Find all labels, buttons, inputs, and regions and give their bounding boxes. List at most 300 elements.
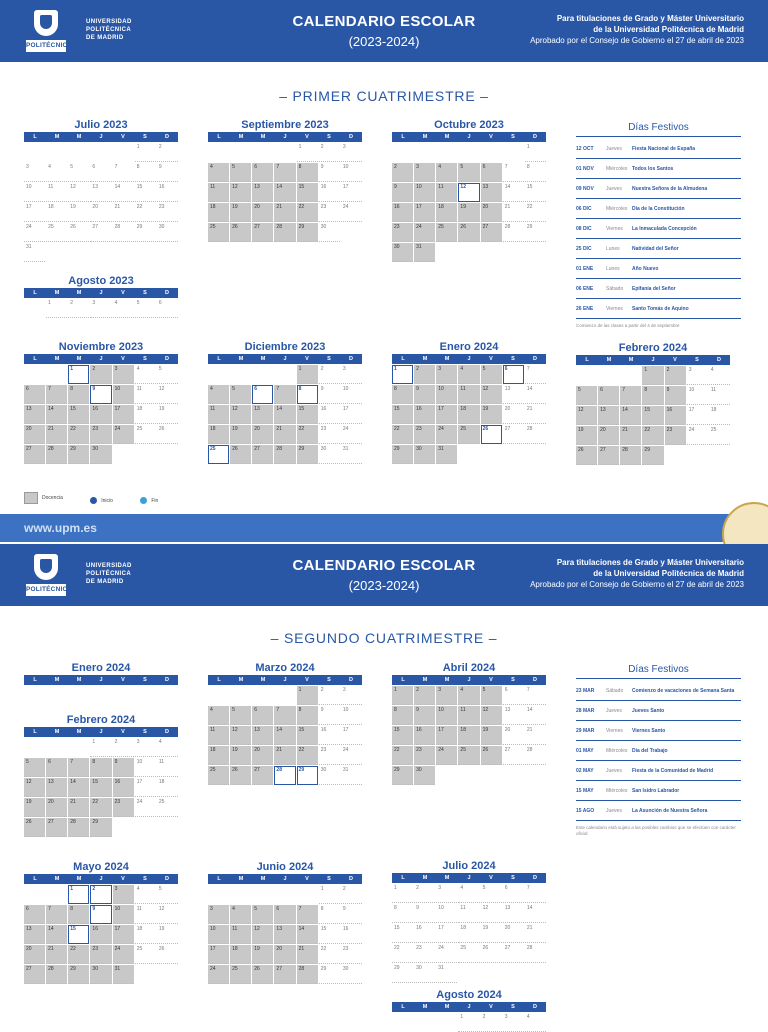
weekday-header [392,873,546,883]
day-cell: 2 [68,299,89,318]
weekday-label: M [54,876,60,882]
day-cell: 3 [24,163,45,182]
day-cell: 24 [24,223,45,242]
day-cell: 17 [113,925,134,944]
day-cell: 21 [525,726,546,745]
day-cell: 12 [230,183,251,202]
day-cell: 9 [319,385,340,404]
day-cell: 1 [46,299,67,318]
day-cell: 31 [113,965,134,984]
month-title: Enero 2024 [439,341,499,353]
day-cell: 31 [436,445,457,464]
month-title: Julio 2024 [442,860,496,872]
month-calendar [392,859,546,983]
day-cell: 10 [113,905,134,924]
day-cell: 12 [230,405,251,424]
weekday-label: J [99,356,103,362]
day-cell: 7 [620,386,641,405]
empty-cell [274,885,295,904]
day-cell: 3 [414,163,435,182]
day-cell: 26 [458,223,479,242]
empty-cell [274,686,295,705]
day-cell: 7 [68,758,89,777]
day-cell: 2 [319,143,340,162]
day-cell: 20 [598,426,619,445]
weekday-label: M [260,134,266,140]
day-cell: 11 [709,386,730,405]
day-cell: 1 [297,143,318,162]
day-cell: 20 [274,945,295,964]
day-cell: 5 [135,299,156,318]
day-cell: 27 [90,223,111,242]
weekday-label: M [422,356,428,362]
day-cell: 9 [392,183,413,202]
day-cell: 24 [113,945,134,964]
day-cell: 8 [90,758,111,777]
empty-cell [208,686,229,705]
day-cell: 4 [709,366,730,385]
weekday-label: L [217,356,221,362]
day-cell: 9 [90,905,111,924]
day-cell: 4 [525,1013,546,1032]
day-cell: 16 [665,406,686,425]
month-calendar [24,713,178,837]
day-cell: 7 [274,163,295,182]
day-cell: 2 [414,365,435,384]
day-cell: 28 [68,818,89,837]
day-cell: 8 [68,385,89,404]
weekday-label: S [695,357,699,363]
day-cell: 23 [157,203,178,222]
day-cell: 21 [274,746,295,765]
day-cell: 8 [297,385,318,404]
day-cell: 14 [113,183,134,202]
weekday-label: J [99,290,103,296]
weekday-label: L [401,356,405,362]
day-cell: 27 [252,223,273,242]
day-cell: 10 [24,183,45,202]
weekday-label: V [305,134,309,140]
day-cell: 7 [46,385,67,404]
day-cell: 11 [157,758,178,777]
website-link[interactable]: www.upm.es [24,521,97,535]
day-cell: 6 [24,385,45,404]
weekday-label: J [283,356,287,362]
day-cell: 22 [642,426,663,445]
day-cell: 21 [503,203,524,222]
weekday-label: M [54,356,60,362]
holiday-weekday: Viernes [606,225,623,232]
holiday-weekday: Jueves [606,767,622,774]
day-cell: 16 [319,405,340,424]
day-cell: 26 [481,746,502,765]
day-cell: 5 [230,385,251,404]
month-title: Noviembre 2023 [58,341,144,353]
day-cell: 17 [414,203,435,222]
weekday-header [208,354,362,364]
holiday-row [576,761,741,781]
holiday-weekday: Viernes [606,727,623,734]
day-cell: 19 [230,425,251,444]
day-cell: 17 [436,405,457,424]
holiday-row [576,179,741,199]
day-cell: 3 [436,365,457,384]
day-cell: 17 [341,405,362,424]
day-cell: 20 [503,924,524,943]
weekday-label: S [327,677,331,683]
website-bar [0,514,768,542]
weekday-label: L [33,134,37,140]
day-cell: 19 [157,925,178,944]
day-cell: 31 [436,964,457,983]
day-cell: 14 [503,183,524,202]
day-cell: 8 [525,163,546,182]
day-cell: 1 [642,366,663,385]
day-cell: 29 [297,223,318,242]
day-cell: 1 [68,365,89,384]
day-cell: 20 [252,425,273,444]
empty-cell [113,143,134,162]
day-cell: 26 [230,445,251,464]
day-cell: 29 [319,965,340,984]
day-cell: 29 [392,964,413,983]
day-cell: 3 [113,365,134,384]
weekday-label: S [143,290,147,296]
day-cell: 29 [68,445,89,464]
day-cell: 20 [90,203,111,222]
day-cell: 15 [319,925,340,944]
day-cell: 28 [46,965,67,984]
day-cell: 28 [297,965,318,984]
day-cell: 8 [392,904,413,923]
day-cell: 2 [392,163,413,182]
day-cell: 30 [414,766,435,785]
weekday-label: V [121,876,125,882]
day-cell: 29 [90,818,111,837]
page-title: CALENDARIO ESCOLAR [292,557,476,574]
day-cell: 26 [230,766,251,785]
month-title: Febrero 2024 [66,714,136,726]
weekday-label: M [444,134,450,140]
day-cell: 18 [157,778,178,797]
empty-cell [274,143,295,162]
day-cell: 6 [598,386,619,405]
day-cell: 24 [687,426,708,445]
day-cell: 26 [481,944,502,963]
day-cell: 2 [90,885,111,904]
weekday-label: M [238,677,244,683]
holiday-date: 15 MAY [576,787,594,794]
weekday-label: V [121,134,125,140]
day-cell: 13 [252,405,273,424]
weekday-label: M [260,677,266,683]
day-cell: 6 [252,706,273,725]
holiday-row [576,681,741,701]
weekday-label: J [283,876,287,882]
month-calendar [24,340,178,464]
day-cell: 20 [24,945,45,964]
day-cell: 20 [24,425,45,444]
day-cell: 20 [46,798,67,817]
day-cell: 5 [481,365,502,384]
day-cell: 13 [503,904,524,923]
day-cell: 6 [24,905,45,924]
weekday-label: S [511,134,515,140]
day-cell: 5 [481,686,502,705]
empty-cell [24,885,45,904]
day-cell: 21 [620,426,641,445]
day-cell: 14 [274,405,295,424]
day-cell: 16 [90,405,111,424]
holiday-name: Santo Tomás de Aquino [632,305,689,312]
day-cell: 23 [392,223,413,242]
day-cell: 24 [208,965,229,984]
holiday-date: 01 MAY [576,747,594,754]
holiday-date: 01 NOV [576,165,594,172]
day-cell: 3 [503,1013,524,1032]
holiday-weekday: Lunes [606,245,620,252]
weekday-label: D [349,677,353,683]
empty-cell [458,143,479,162]
holiday-date: 01 ENE [576,265,594,272]
month-calendar [24,860,178,984]
day-cell: 26 [481,425,502,444]
day-cell: 4 [135,885,156,904]
day-cell: 18 [458,924,479,943]
weekday-label: M [76,876,82,882]
day-cell: 9 [113,758,134,777]
month-calendar [24,661,178,685]
day-cell: 11 [458,706,479,725]
holidays-note: Este calendario está sujeto a las posibles cambios que se efectúen con carácter oficial [576,825,736,836]
empty-cell [576,366,597,385]
day-cell: 17 [341,183,362,202]
logo-text: POLITÉCNICA [26,584,66,596]
day-cell: 9 [665,386,686,405]
empty-cell [24,143,45,162]
month-calendar [392,340,546,464]
header-banner [0,0,768,62]
weekday-label: M [76,356,82,362]
day-cell: 29 [642,446,663,465]
weekday-label: M [238,356,244,362]
day-cell: 22 [392,746,413,765]
day-cell: 7 [113,163,134,182]
weekday-label: J [99,729,103,735]
empty-cell [252,365,273,384]
day-cell: 12 [481,904,502,923]
day-cell: 11 [436,183,457,202]
semester2-title: – SEGUNDO CUATRIMESTRE – [270,630,498,646]
holiday-row [576,721,741,741]
day-cell: 8 [135,163,156,182]
day-cell: 23 [665,426,686,445]
holiday-row [576,259,741,279]
day-cell: 5 [157,365,178,384]
day-cell: 14 [46,405,67,424]
day-cell: 30 [319,766,340,785]
day-cell: 24 [341,746,362,765]
day-cell: 11 [230,925,251,944]
day-cell: 18 [208,203,229,222]
day-cell: 12 [230,726,251,745]
month-title: Febrero 2024 [618,342,688,354]
day-cell: 13 [46,778,67,797]
weekday-header [208,874,362,884]
day-cell: 22 [297,425,318,444]
empty-cell [68,143,89,162]
holiday-name: Fiesta Nacional de España [632,145,696,152]
month-calendar [576,341,730,465]
empty-cell [24,365,45,384]
weekday-header [392,675,546,685]
day-cell: 4 [208,706,229,725]
inicio-icon [90,497,97,504]
weekday-header [392,354,546,364]
month-title: Diciembre 2023 [244,341,326,353]
weekday-header [208,675,362,685]
day-cell: 5 [481,884,502,903]
holiday-name: Año Nuevo [632,265,659,272]
header-description: Para titulaciones de Grado y Máster Universitario de la Universidad Politécnica de Madrid Aprobado por el Consejo de Gobierno el 27 de abril de 2023 [530,558,744,589]
day-cell: 6 [90,163,111,182]
weekday-label: L [33,290,37,296]
empty-cell [620,366,641,385]
day-cell: 18 [458,726,479,745]
day-cell: 3 [341,686,362,705]
day-cell: 24 [414,223,435,242]
day-cell: 11 [135,385,156,404]
day-cell: 21 [525,924,546,943]
day-cell: 15 [297,405,318,424]
month-title: Enero 2024 [71,662,131,674]
legend: Docencia Inicio Fin [24,492,184,506]
day-cell: 25 [208,445,229,464]
day-cell: 23 [319,425,340,444]
day-cell: 30 [90,965,111,984]
day-cell: 16 [392,203,413,222]
empty-cell [274,365,295,384]
day-cell: 31 [414,243,435,262]
day-cell: 28 [525,425,546,444]
holiday-row [576,159,741,179]
day-cell: 19 [24,798,45,817]
holiday-weekday: Sábado [606,687,624,694]
holiday-name: San Isidro Labrador [632,787,680,794]
weekday-header [576,355,730,365]
day-cell: 10 [436,385,457,404]
empty-cell [481,143,502,162]
day-cell: 6 [157,299,178,318]
day-cell: 30 [319,445,340,464]
day-cell: 1 [68,885,89,904]
month-title: Junio 2024 [256,861,314,873]
day-cell: 17 [208,945,229,964]
weekday-label: V [305,677,309,683]
weekday-label: V [305,356,309,362]
day-cell: 23 [319,746,340,765]
weekday-label: D [717,357,721,363]
day-cell: 19 [230,746,251,765]
day-cell: 15 [68,405,89,424]
holiday-name: Todos los Santos [632,165,674,172]
day-cell: 20 [503,405,524,424]
day-cell: 14 [297,925,318,944]
day-cell: 11 [208,726,229,745]
day-cell: 9 [341,905,362,924]
weekday-label: M [76,677,82,683]
empty-cell [252,885,273,904]
docencia-swatch [24,492,38,504]
weekday-label: D [533,134,537,140]
weekday-label: D [165,729,169,735]
day-cell: 29 [68,965,89,984]
day-cell: 14 [68,778,89,797]
day-cell: 7 [46,905,67,924]
weekday-label: D [349,134,353,140]
weekday-label: M [76,134,82,140]
day-cell: 25 [458,425,479,444]
weekday-header [24,727,178,737]
day-cell: 22 [525,203,546,222]
holiday-row [576,199,741,219]
day-cell: 12 [481,385,502,404]
day-cell: 12 [252,925,273,944]
month-calendar [392,988,546,1032]
weekday-label: M [54,134,60,140]
weekday-label: M [422,134,428,140]
day-cell: 13 [598,406,619,425]
weekday-label: D [165,677,169,683]
day-cell: 5 [230,163,251,182]
day-cell: 1 [297,365,318,384]
day-cell: 10 [208,925,229,944]
day-cell: 10 [341,706,362,725]
day-cell: 17 [687,406,708,425]
day-cell: 21 [297,945,318,964]
day-cell: 14 [274,183,295,202]
weekday-label: M [54,290,60,296]
weekday-label: S [143,134,147,140]
day-cell: 26 [68,223,89,242]
day-cell: 22 [392,425,413,444]
university-name: UNIVERSIDAD POLITÉCNICA DE MADRID [86,19,132,41]
holiday-weekday: Jueves [606,185,622,192]
day-cell: 14 [46,925,67,944]
day-cell: 25 [436,223,457,242]
day-cell: 14 [525,385,546,404]
holiday-weekday: Jueves [606,707,622,714]
weekday-header [392,1002,546,1012]
holiday-weekday: Jueves [606,807,622,814]
holiday-weekday: Sábado [606,285,624,292]
weekday-label: S [143,876,147,882]
weekday-label: S [143,677,147,683]
day-cell: 6 [503,365,524,384]
day-cell: 7 [525,884,546,903]
weekday-label: D [533,356,537,362]
day-cell: 18 [135,405,156,424]
empty-cell [436,1013,457,1032]
day-cell: 6 [481,163,502,182]
day-cell: 22 [319,945,340,964]
day-cell: 24 [113,425,134,444]
holiday-weekday: Miércoles [606,787,628,794]
day-cell: 27 [503,746,524,765]
day-cell: 24 [341,425,362,444]
day-cell: 7 [274,385,295,404]
weekday-label: M [238,134,244,140]
